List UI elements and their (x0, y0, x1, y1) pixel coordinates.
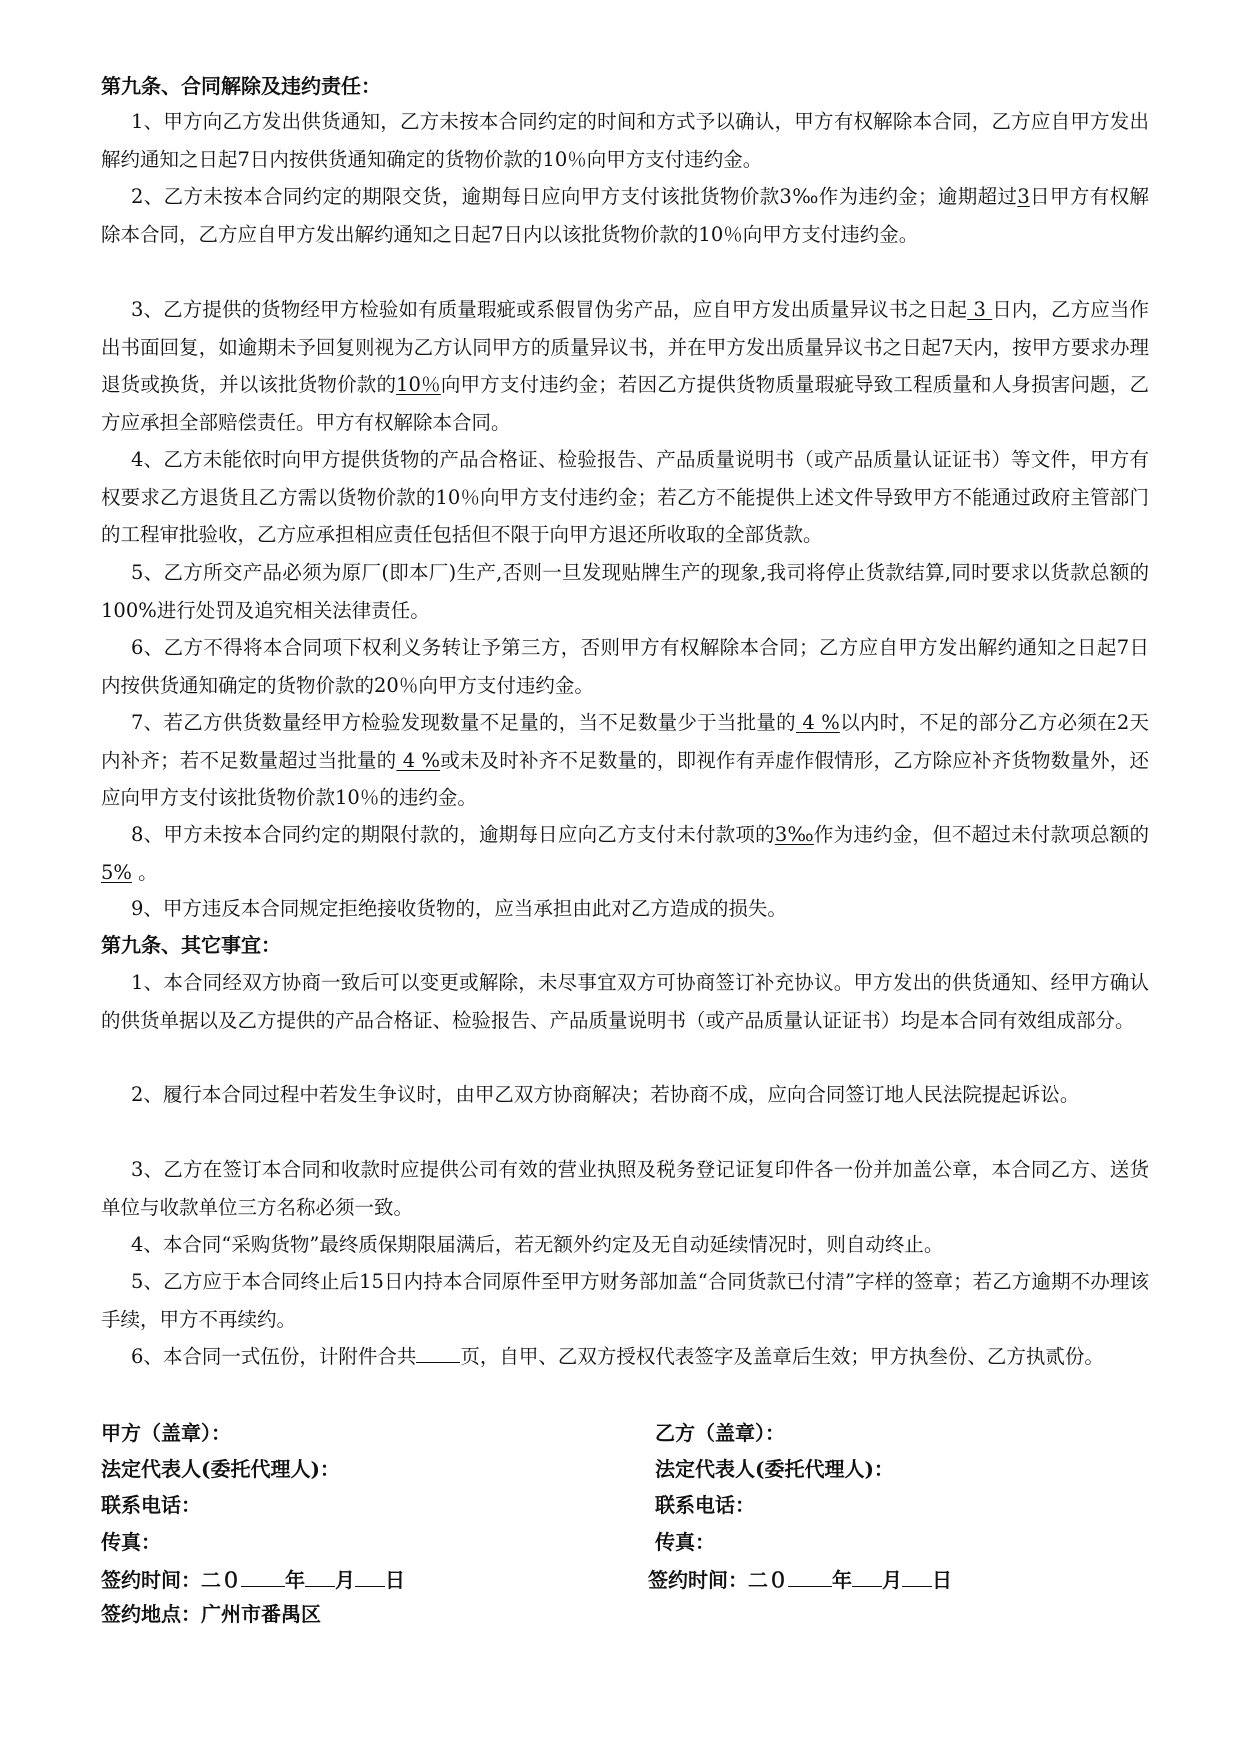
underlined-value: 3 (967, 298, 993, 321)
party-a-phone-label: 联系电话： (101, 1493, 201, 1517)
party-a-representative-label: 法定代表人(委托代理人)： (101, 1457, 340, 1481)
day-blank[interactable] (355, 1566, 385, 1587)
clause-text: 8、甲方未按本合同约定的期限付款的，逾期每日应向乙方支付未付款项的 (131, 823, 775, 846)
clause-text: 6、本合同一式伍份，计附件合共 (131, 1345, 417, 1368)
clause-text: 5、乙方所交产品必须为原厂(即本厂)生产,否则一旦发现贴牌生产的现象,我司将停止货款结算,同时要求以货款总额的100%进行处罚及追究相关法律责任。 (101, 561, 1149, 622)
year-blank[interactable] (241, 1566, 285, 1587)
clause-text: 3、乙方在签订本合同和收款时应提供公司有效的营业执照及税务登记证复印件各一份并加盖公章，本合同乙方、送货单位与收款单位三方名称必须一致。 (101, 1158, 1149, 1219)
article-10-clause-3 (101, 1151, 1149, 1226)
party-a-seal-label: 甲方（盖章）： (101, 1421, 231, 1445)
party-b-representative-label: 法定代表人(委托代理人)： (655, 1457, 894, 1481)
day-label: 日 (385, 1568, 405, 1592)
clause-text: 2、乙方未按本合同约定的期限交货，逾期每日应向甲方支付该批货物价款3‰作为违约金；逾期超过 (131, 185, 1018, 208)
article-9-clause-8 (101, 816, 1149, 891)
underlined-value: 3 (1017, 185, 1030, 208)
clause-text: 日内，乙方应当作出书面回复，如逾期未予回复则视为乙方认同甲方的质量异议书，并在甲方发出质量异议书之日起7天内，按甲方要求办理退货或换货，并以该批货物价款的 (101, 298, 1149, 396)
article-9-clause-4 (101, 441, 1149, 554)
signing-place: 签约地点：广州市番禺区 (101, 1602, 321, 1626)
clause-text: 。 (131, 860, 158, 884)
article-9-title: 第九条、合同解除及违约责任： (101, 74, 381, 98)
article-10-title: 第九条、其它事宜： (101, 933, 281, 957)
underlined-value: 4 % (396, 748, 441, 772)
month-blank[interactable] (305, 1566, 335, 1587)
clause-text: 5、乙方应于本合同终止后15日内持本合同原件至甲方财务部加盖“合同货款已付清”字样的签章；若乙方逾期不办理该手续，甲方不再续约。 (101, 1270, 1149, 1331)
clause-text: 日甲方有权解除本合同，乙方应自甲方发出解约通知之日起7日内以该批货物价款的10％向甲方支付违约金。 (101, 185, 1149, 246)
underlined-value: 4 % (795, 711, 840, 734)
clause-text: 向甲方支付违约金；若因乙方提供货物质量瑕疵导致工程质量和人身损害问题，乙方应承担全部赔偿责任。甲方有权解除本合同。 (101, 373, 1149, 434)
article-10-clause-5 (101, 1263, 1149, 1338)
attachment-pages-blank[interactable] (416, 1342, 460, 1363)
article-9-clause-5 (101, 554, 1149, 629)
day-blank[interactable] (902, 1566, 932, 1587)
month-label: 月 (335, 1568, 355, 1592)
article-9-clause-6 (101, 629, 1149, 704)
article-9-clause-1 (101, 103, 1149, 178)
clause-text: 以内时，不足的部分乙方必须在2天内补齐；若不足数量超过当批量的 (101, 711, 1149, 772)
date-prefix: 签约时间：二０ (648, 1568, 788, 1592)
party-b-seal-label: 乙方（盖章）： (655, 1421, 785, 1445)
clause-text: 4、本合同“采购货物”最终质保期限届满后，若无额外约定及无自动延续情况时，则自动终止。 (131, 1233, 944, 1256)
article-9-clause-3 (101, 291, 1149, 441)
year-label: 年 (832, 1568, 852, 1592)
article-10-clause-6 (101, 1338, 1149, 1376)
article-10-clause-1 (101, 964, 1149, 1039)
underlined-value: 10％ (396, 373, 441, 396)
party-a-signing-date (101, 1566, 405, 1592)
clause-text: 9、甲方违反本合同规定拒绝接收货物的，应当承担由此对乙方造成的损失。 (131, 897, 787, 920)
clause-text: 页，自甲、乙双方授权代表签字及盖章后生效；甲方执叁份、乙方执贰份。 (460, 1345, 1104, 1368)
clause-text: 7、若乙方供货数量经甲方检验发现数量不足量的，当不足数量少于当批量的 (131, 711, 796, 734)
article-10-clause-4 (101, 1226, 1149, 1264)
underlined-value: 3‰ (774, 823, 814, 846)
article-10-clause-2 (101, 1076, 1149, 1114)
clause-text: 或未及时补齐不足数量的，即视作有弄虚作假情形，乙方除应补齐货物数量外，还应向甲方支付该批货物价款10％的违约金。 (101, 748, 1149, 809)
party-b-phone-label: 联系电话： (655, 1493, 755, 1517)
article-9-clause-2 (101, 178, 1149, 253)
clause-text: 6、乙方不得将本合同项下权利义务转让予第三方，否则甲方有权解除本合同；乙方应自甲方发出解约通知之日起7日内按供货通知确定的货物价款的20％向甲方支付违约金。 (101, 636, 1149, 697)
article-9-clause-7 (101, 704, 1149, 817)
clause-text: 1、甲方向乙方发出供货通知，乙方未按本合同约定的时间和方式予以确认，甲方有权解除本合同，乙方应自甲方发出解约通知之日起7日内按供货通知确定的货物价款的10％向甲方支付违约金。 (101, 110, 1149, 171)
month-blank[interactable] (852, 1566, 882, 1587)
party-b-fax-label: 传真： (655, 1530, 715, 1554)
date-prefix: 签约时间：二０ (101, 1568, 241, 1592)
party-b-signing-date (648, 1566, 952, 1592)
clause-text: 4、乙方未能依时向甲方提供货物的产品合格证、检验报告、产品质量说明书（或产品质量认证证书）等文件，甲方有权要求乙方退货且乙方需以货物价款的10％向甲方支付违约金；若乙方不能提供上述文件导致甲方不能通过政府主管部门的工程审批验收，乙方应承担相应责任包括但不限于向甲方退还所收取的全部货款。 (101, 448, 1149, 546)
year-blank[interactable] (788, 1566, 832, 1587)
clause-text: 1、本合同经双方协商一致后可以变更或解除，未尽事宜双方可协商签订补充协议。甲方发出的供货通知、经甲方确认的供货单据以及乙方提供的产品合格证、检验报告、产品质量说明书（或产品质量认证证书）均是本合同有效组成部分。 (101, 971, 1149, 1032)
clause-text: 作为违约金，但不超过未付款项总额的 (813, 823, 1149, 846)
day-label: 日 (932, 1568, 952, 1592)
underlined-value: 5% (101, 860, 132, 884)
clause-text: 2、履行本合同过程中若发生争议时，由甲乙双方协商解决；若协商不成，应向合同签订地人民法院提起诉讼。 (131, 1083, 1080, 1106)
month-label: 月 (882, 1568, 902, 1592)
article-9-clause-9 (101, 890, 1149, 928)
clause-text: 3、乙方提供的货物经甲方检验如有质量瑕疵或系假冒伪劣产品，应自甲方发出质量异议书之日起 (131, 298, 968, 321)
party-a-fax-label: 传真： (101, 1530, 161, 1554)
year-label: 年 (285, 1568, 305, 1592)
